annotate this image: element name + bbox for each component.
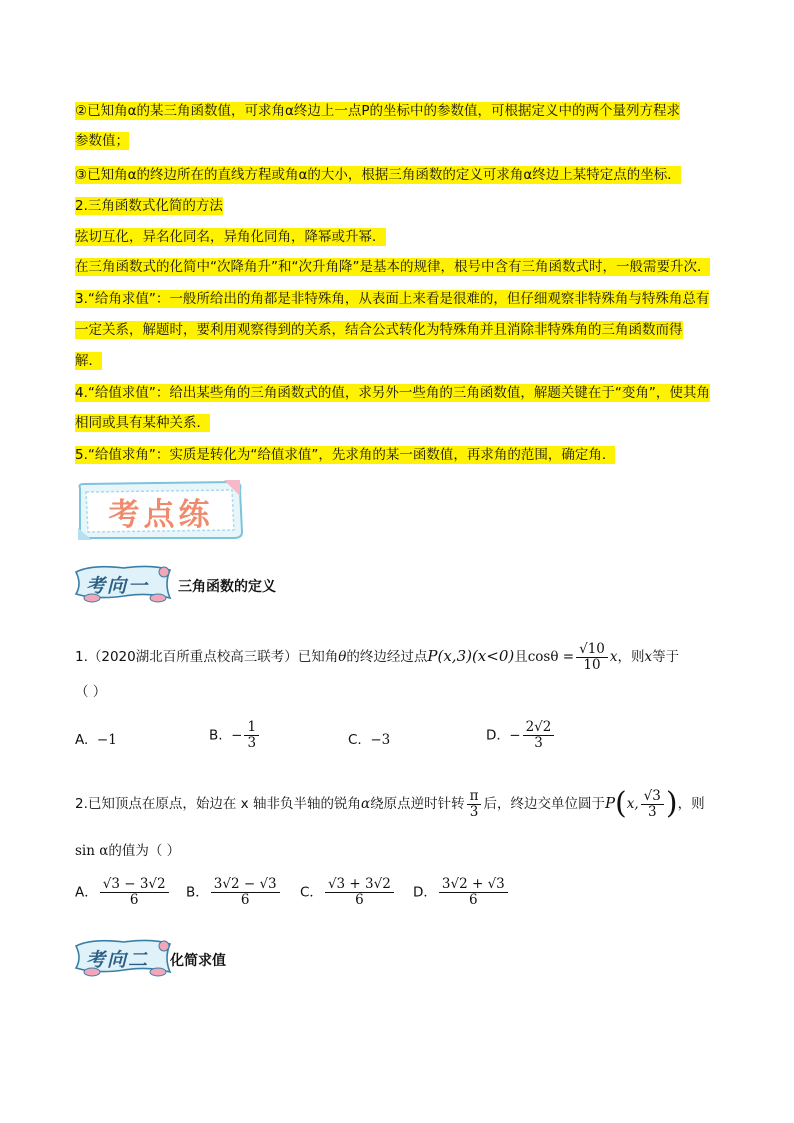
question-1-option-a: A. −1	[75, 732, 117, 748]
question-2-option-a: A． $\frac{√3 - 3√2}{6}$	[75, 877, 171, 908]
section-title-1: 三角函数的定义	[178, 579, 276, 595]
question-2-option-c: C． $\frac{√3 + 3√2}{6}$	[300, 877, 396, 908]
note-line-4: 2.三角函数式化简的方法	[75, 198, 223, 214]
section-banner	[74, 478, 246, 542]
note-line-8: 一定关系，解题时，要利用观察得到的关系，结合公式转化为特殊角并且消除非特殊角的三角函数而得	[75, 322, 683, 338]
question-1-option-c: C. −3	[348, 732, 391, 748]
banner-label: 考点练	[108, 497, 214, 533]
question-1-answer-blank: （ ）	[75, 684, 107, 700]
question-1-option-d: D. − $\frac{2√2}{3}$	[486, 720, 556, 751]
question-1-option-b: B. − $\frac{1}{3}$	[209, 720, 261, 751]
question-2-option-d: D． $\frac{3√2 + √3}{6}$	[413, 877, 510, 908]
note-line-12: 5.“给值求角”：实质是转化为“给值求值”，先求角的某一函数值，再求角的范围，确定角．	[75, 447, 616, 463]
note-line-7: 3.“给角求值”：一般所给出的角都是非特殊角，从表面上来看是很难的，但仔细观察非特殊角与特殊角总有	[75, 291, 710, 307]
section-badge-2	[72, 936, 176, 980]
question-1-stem: 1.（2020湖北百所重点校高三联考）已知角θ的终边经过点P(x,3)(x<0)且cosθ = $\frac{√10}{10}$ x，则x等于	[75, 640, 680, 673]
question-2-stem: 2.已知顶点在原点，始边在 x 轴非负半轴的锐角α绕原点逆时针转 $\frac{\pi}{3}$ 后，终边交单位圆于P(x, $\frac{√3}{3}$ )，则	[75, 786, 705, 821]
note-line-6: 在三角函数式的化简中“次降角升”和“次升角降”是基本的规律，根号中含有三角函数式时，一般需要升次．	[75, 259, 711, 275]
note-line-5: 弦切互化，异名化同名，异角化同角，降幂或升幂．	[75, 229, 386, 245]
note-line-10: 4.“给值求值”：给出某些角的三角函数式的值，求另外一些角的三角函数值，解题关键在于“变角”，使其角	[75, 385, 710, 401]
question-2-option-b: B． $\frac{3√2 - √3}{6}$	[186, 877, 282, 908]
question-2-prompt: sin α的值为（ ）	[75, 843, 181, 859]
note-line-3: ③已知角α的终边所在的直线方程或角α的大小，根据三角函数的定义可求角α终边上某特定点的坐标．	[75, 167, 681, 183]
note-line-2: 参数值；	[75, 133, 129, 149]
section-badge-label: 考向二	[86, 949, 150, 971]
section-badge-1	[72, 562, 176, 606]
note-line-1: ②已知角α的某三角函数值，可求角α终边上一点P的坐标中的参数值，可根据定义中的两个量列方程求	[75, 103, 681, 119]
section-title-2: 化简求值	[170, 953, 226, 969]
note-line-11: 相同或具有某种关系．	[75, 415, 210, 431]
fraction-sqrt10-over-10: $\frac{√10}{10}$	[576, 642, 608, 673]
section-badge-label: 考向一	[86, 575, 150, 597]
note-line-9: 解．	[75, 353, 102, 369]
